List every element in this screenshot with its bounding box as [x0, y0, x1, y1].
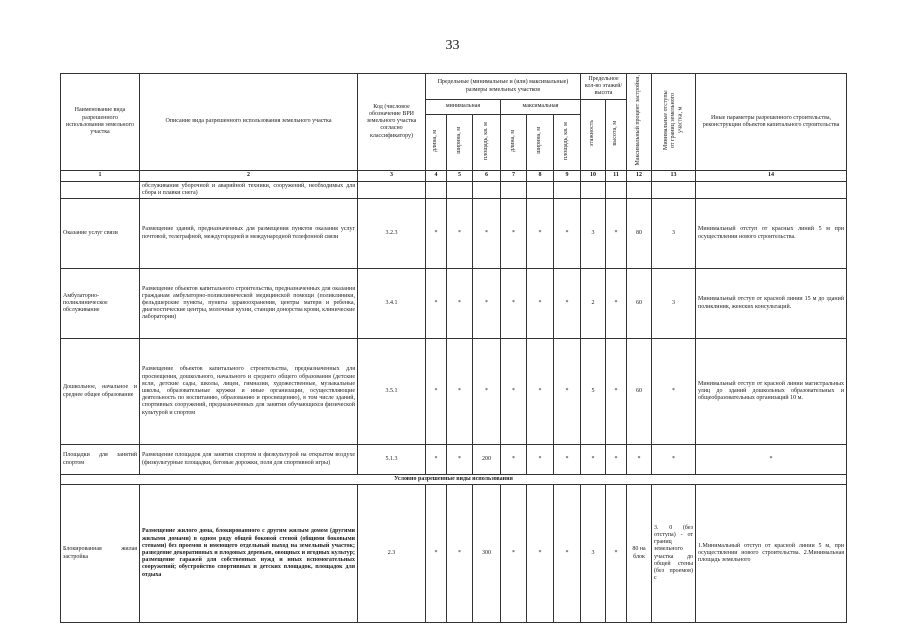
- header-min-area: площадь, кв. м: [473, 114, 501, 170]
- use-name: Амбулаторно-поликлиническое обслуживание: [61, 269, 140, 339]
- header-max-length: длина, м: [501, 114, 527, 170]
- column-number: 13: [652, 170, 696, 181]
- zoning-table: [60, 73, 847, 623]
- column-number: 8: [527, 170, 554, 181]
- max-area: *: [554, 339, 581, 445]
- height-value: *: [606, 339, 627, 445]
- floor-count: 3: [581, 485, 606, 623]
- table-row: [61, 445, 847, 475]
- height-value: *: [606, 199, 627, 269]
- height-value: *: [606, 485, 627, 623]
- other-params: Минимальный отступ от красной линии 15 м до зданий поликлиник, женских консультаций.: [696, 269, 847, 339]
- column-number: 6: [473, 170, 501, 181]
- other-params: Минимальный отступ от красных линий 5 м при осуществлении нового строительства.: [696, 199, 847, 269]
- header-min-width: ширина, м: [447, 114, 473, 170]
- floor-count: 3: [581, 199, 606, 269]
- use-code: 2.3: [358, 485, 426, 623]
- other-params: Минимальный отступ от красной линии магистральных улиц до зданий дошкольных образовательных и общеобразовательных организаций 10 м.: [696, 339, 847, 445]
- max-length: *: [501, 199, 527, 269]
- min-setback: 3: [652, 269, 696, 339]
- min-setback: *: [652, 445, 696, 475]
- floor-count: 5: [581, 339, 606, 445]
- header-max-area: площадь, кв. м: [554, 114, 581, 170]
- column-numbers-row: [61, 170, 847, 181]
- header-code: Код (числовое обозначение ВРИ земельного участка согласно классификатору): [358, 74, 426, 171]
- header-min-setback: Минимальные отступы от границ земельного участка, м: [652, 74, 696, 171]
- header-max-percent: Максимальный процент застройки,: [627, 74, 652, 171]
- use-code: 5.1.3: [358, 445, 426, 475]
- table-row: [61, 339, 847, 445]
- use-name: Дошкольное, начальное и среднее общее образование: [61, 339, 140, 445]
- min-setback: 3. 0 (без отступа) - от границ земельного участка до общей стены (без проемов) с: [652, 485, 696, 623]
- use-description: Размещение объектов капитального строительства, предназначенных для просвещения, дошкольного, начального и среднего общего образования (детские ясли, детские сады, школы, лицеи, гимназии, художественные, музыкальные школы, образовательные кружки и иные организации, осуществляющие деятельность по воспитанию, образованию и просвещению), в том числе зданий, спортивных сооружений, предназначенных для занятия обучающихся физической культурой и спортом: [140, 339, 358, 445]
- use-name: Блокированная жилая застройка: [61, 485, 140, 623]
- column-number: 11: [606, 170, 627, 181]
- max-area: *: [554, 485, 581, 623]
- floor-count: *: [581, 445, 606, 475]
- max-length: *: [501, 445, 527, 475]
- use-description: Размещение площадок для занятия спортом и физкультурой на открытом воздухе (физкультурные площадки, беговые дорожки, поля для спортивной игры): [140, 445, 358, 475]
- max-percent: 60: [627, 339, 652, 445]
- column-number: 12: [627, 170, 652, 181]
- other-params: 1.Минимальный отступ от красной линии 5 м, при осуществлении нового строительства. 2.Минимальная площадь земельного: [696, 485, 847, 623]
- header-floor-count: этажность: [581, 100, 606, 171]
- min-setback: 3: [652, 199, 696, 269]
- use-code: 3.4.1: [358, 269, 426, 339]
- header-floors: Предельное кол-во этажей/ высота: [581, 74, 627, 100]
- height-value: *: [606, 269, 627, 339]
- use-code: 3.5.1: [358, 339, 426, 445]
- min-area: 300: [473, 485, 501, 623]
- max-width: *: [527, 269, 554, 339]
- max-percent: 80 на блок: [627, 485, 652, 623]
- max-length: *: [501, 339, 527, 445]
- max-percent: 80: [627, 199, 652, 269]
- max-percent: 60: [627, 269, 652, 339]
- column-number: 4: [426, 170, 447, 181]
- min-setback: *: [652, 339, 696, 445]
- min-area: *: [473, 269, 501, 339]
- table-row: [61, 269, 847, 339]
- max-percent: *: [627, 445, 652, 475]
- header-minimal: минимальная: [426, 100, 501, 115]
- header-max-width: ширина, м: [527, 114, 554, 170]
- use-description: Размещение зданий, предназначенных для размещения пунктов оказания услуг почтовой, телеграфной, междугородней и международной телефонной связи: [140, 199, 358, 269]
- min-area: *: [473, 199, 501, 269]
- header-description: Описание вида разрешенного использования земельного участка: [140, 74, 358, 171]
- column-number: 1: [61, 170, 140, 181]
- height-value: *: [606, 445, 627, 475]
- section-row: [61, 475, 847, 485]
- min-width: *: [447, 445, 473, 475]
- min-length: *: [426, 269, 447, 339]
- header-height: высота, м: [606, 100, 627, 171]
- max-length: *: [501, 269, 527, 339]
- column-number: 10: [581, 170, 606, 181]
- max-area: *: [554, 269, 581, 339]
- min-length: *: [426, 339, 447, 445]
- use-name: Площадки для занятий спортом: [61, 445, 140, 475]
- other-params: *: [696, 445, 847, 475]
- max-area: *: [554, 199, 581, 269]
- table-row: [61, 485, 847, 623]
- max-width: *: [527, 199, 554, 269]
- column-number: 2: [140, 170, 358, 181]
- column-number: 9: [554, 170, 581, 181]
- column-number: 7: [501, 170, 527, 181]
- floor-count: 2: [581, 269, 606, 339]
- use-code: 3.2.3: [358, 199, 426, 269]
- column-number: 5: [447, 170, 473, 181]
- table-row: [61, 199, 847, 269]
- table-row: [61, 181, 847, 198]
- max-width: *: [527, 485, 554, 623]
- header-limits-group: Предельные (минимальные и (или) максимальные) размеры земельных участков: [426, 74, 581, 100]
- header-maximal: максимальная: [501, 100, 581, 115]
- min-area: *: [473, 339, 501, 445]
- column-number: 14: [696, 170, 847, 181]
- max-width: *: [527, 445, 554, 475]
- continuation-text: обслуживания уборочной и аварийной техники, сооружений, необходимых для сбора и плавки снега): [140, 181, 358, 198]
- min-width: *: [447, 485, 473, 623]
- column-number: 3: [358, 170, 426, 181]
- use-description: Размещение жилого дома, блокированного с другим жилым домом (другими жилыми домами) в одном ряду общей боковой стеной (общими боковыми стенами) без проемов и имеющего отдельный выход на земельный участок; разведение декоративных и плодовых деревьев, овощных и ягодных культур; размещение гаражей для собственных нужд и иных вспомогательных сооружений; обустройство спортивных и детских площадок, площадок для отдыха: [140, 485, 358, 623]
- min-width: *: [447, 199, 473, 269]
- min-width: *: [447, 269, 473, 339]
- min-length: *: [426, 485, 447, 623]
- max-area: *: [554, 445, 581, 475]
- max-length: *: [501, 485, 527, 623]
- use-description: Размещение объектов капитального строительства, предназначенных для оказания гражданам амбулаторно-поликлинической медицинской помощи (поликлиники, фельдшерские пункты, пункты здравоохранения, центры матери и ребенка, диагностические центры, молочные кухни, станции донорства крови, клинические лаборатории): [140, 269, 358, 339]
- min-width: *: [447, 339, 473, 445]
- header-min-length: длина, м: [426, 114, 447, 170]
- min-length: *: [426, 445, 447, 475]
- page-number: 33: [445, 38, 460, 53]
- min-length: *: [426, 199, 447, 269]
- section-title: Условно разрешенные виды использования: [61, 475, 847, 485]
- header-other-params: Иные параметры разрешенного строительства, реконструкции объектов капитального строительства: [696, 74, 847, 171]
- use-name: Оказание услуг связи: [61, 199, 140, 269]
- header-name: Наименование вида разрешенного использования земельного участка: [61, 74, 140, 171]
- min-area: 200: [473, 445, 501, 475]
- max-width: *: [527, 339, 554, 445]
